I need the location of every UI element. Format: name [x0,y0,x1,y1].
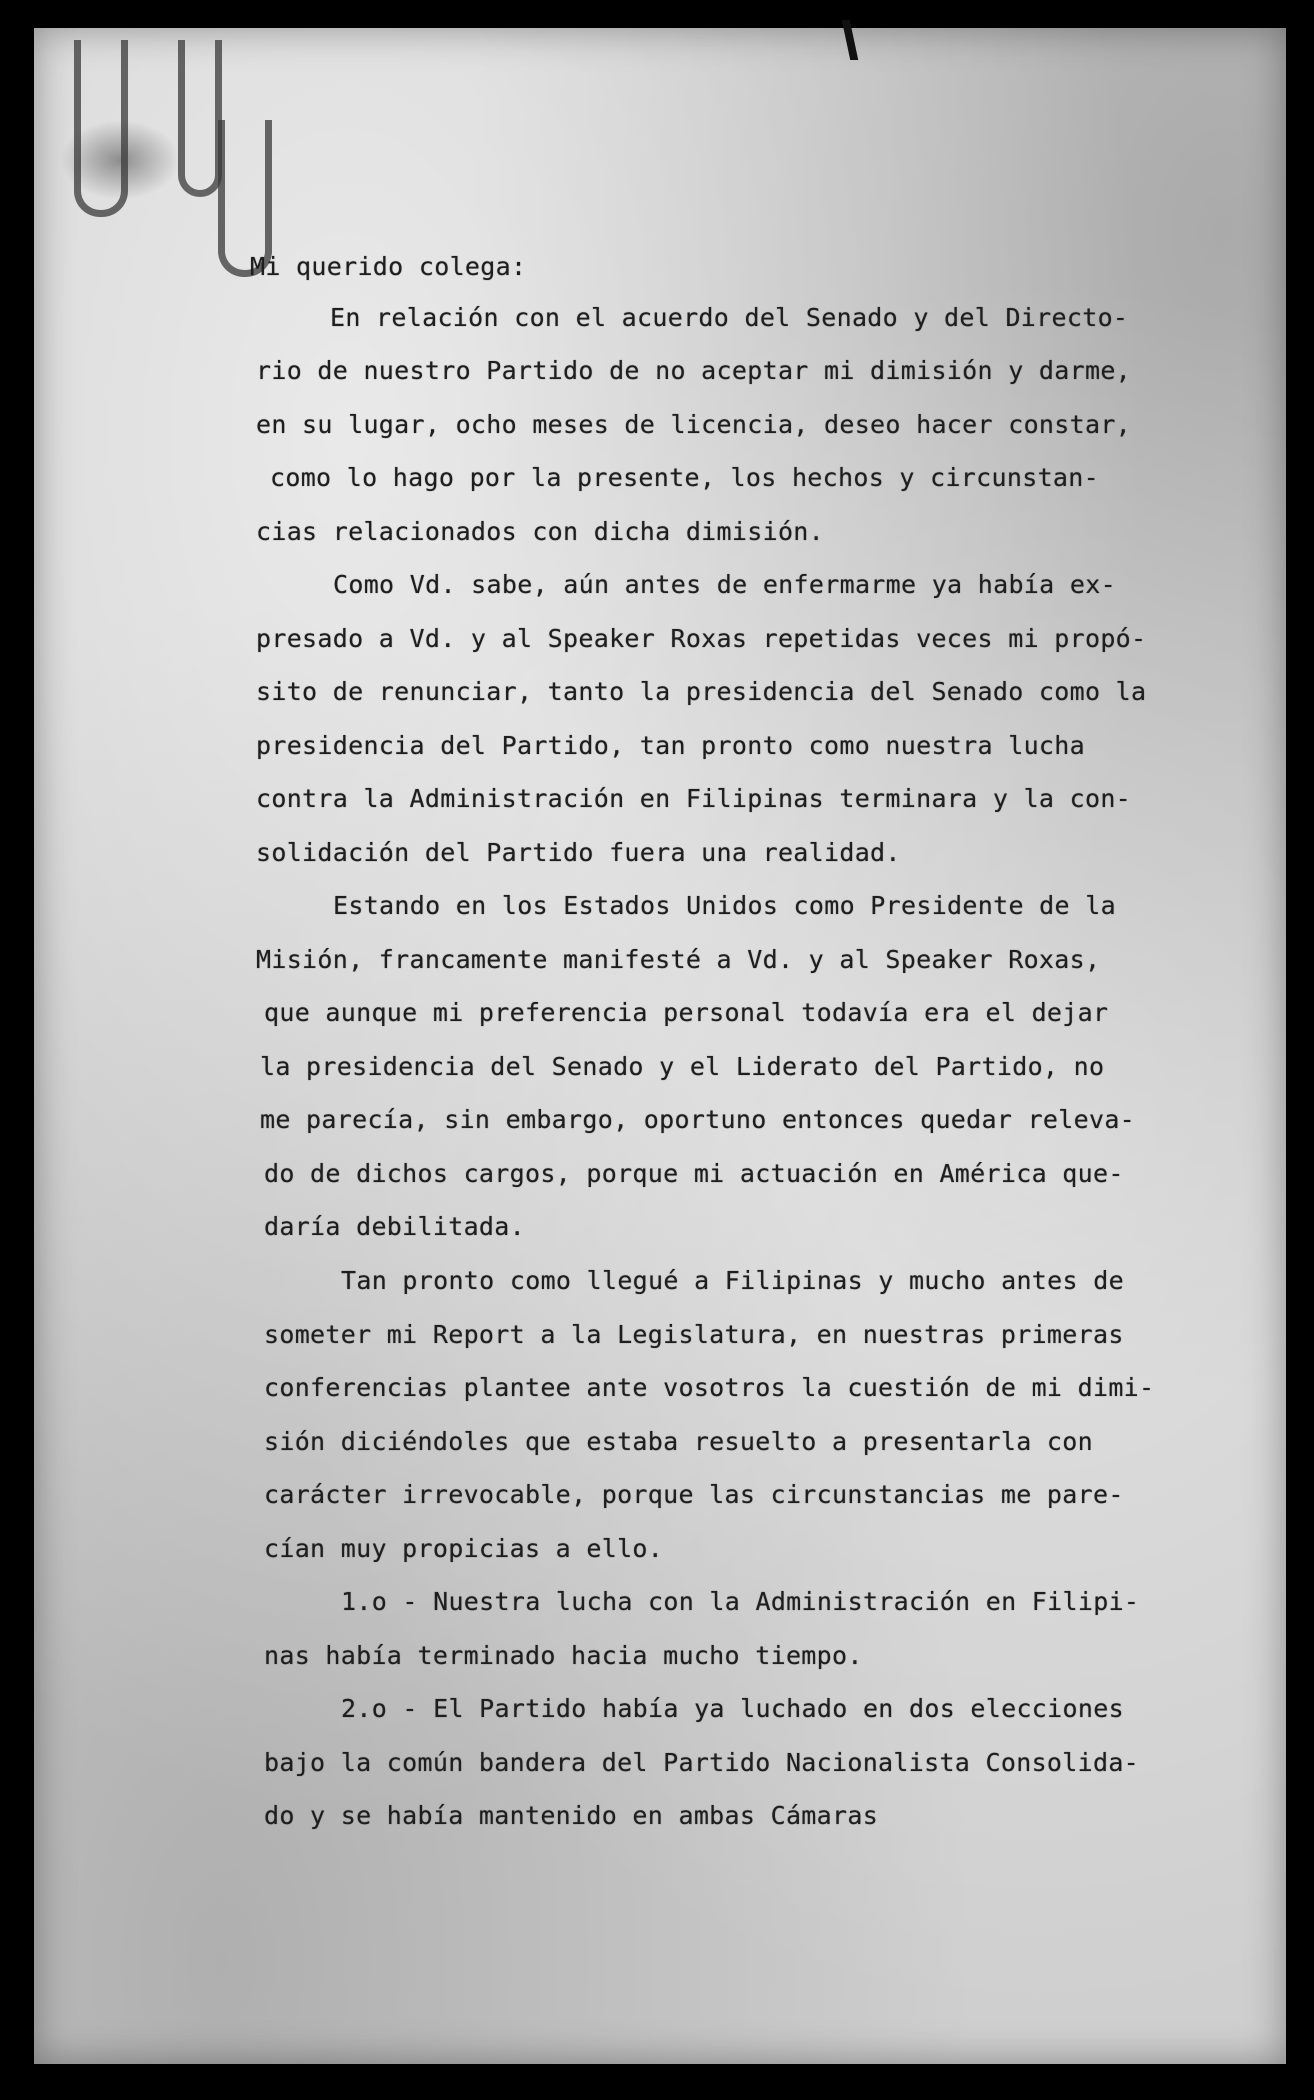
text-line: Como Vd. sabe, aún antes de enfermarme ya había ex- [333,570,1116,599]
text-line: cias relacionados con dicha dimisión. [256,517,824,546]
paper-clip-mark [178,40,222,197]
text-line: Tan pronto como llegué a Filipinas y mucho antes de [341,1266,1124,1295]
text-line: do de dichos cargos, porque mi actuación en América que- [264,1159,1124,1188]
text-line: conferencias plantee ante vosotros la cuestión de mi dimi- [264,1373,1155,1402]
text-line: rio de nuestro Partido de no aceptar mi dimisión y darme, [256,356,1132,385]
text-line: presidencia del Partido, tan pronto como nuestra lucha [256,731,1085,760]
text-line: Estando en los Estados Unidos como Presidente de la [333,891,1116,920]
salutation: Mi querido colega: [250,252,527,281]
text-line: daría debilitada. [264,1212,525,1241]
text-line: 2.o - El Partido había ya luchado en dos elecciones [341,1694,1124,1723]
text-line: la presidencia del Senado y el Liderato del Partido, no [260,1052,1105,1081]
text-line: solidación del Partido fuera una realidad. [256,838,901,867]
text-line: En relación con el acuerdo del Senado y del Directo- [330,303,1129,332]
text-line: presado a Vd. y al Speaker Roxas repetidas veces mi propó- [256,624,1147,653]
text-line: como lo hago por la presente, los hechos y circunstan- [270,463,1099,492]
text-line: me parecía, sin embargo, oportuno entonces quedar releva- [260,1105,1136,1134]
text-line: cían muy propicias a ello. [264,1534,664,1563]
text-line: en su lugar, ocho meses de licencia, deseo hacer constar, [256,410,1132,439]
text-line: sión diciéndoles que estaba resuelto a presentarla con [264,1427,1093,1456]
text-line: someter mi Report a la Legislatura, en nuestras primeras [264,1320,1124,1349]
text-line: sito de renunciar, tanto la presidencia del Senado como la [256,677,1147,706]
text-line: carácter irrevocable, porque las circunstancias me pare- [264,1480,1124,1509]
text-line: que aunque mi preferencia personal todavía era el dejar [264,998,1109,1027]
text-line: contra la Administración en Filipinas terminara y la con- [256,784,1132,813]
text-line: Misión, francamente manifesté a Vd. y al Speaker Roxas, [256,945,1101,974]
text-line: bajo la común bandera del Partido Nacionalista Consolida- [264,1748,1140,1777]
text-line: 1.o - Nuestra lucha con la Administración en Filipi- [341,1587,1140,1616]
paper-clip-mark [74,40,128,217]
text-line: nas había terminado hacia mucho tiempo. [264,1641,863,1670]
text-line: do y se había mantenido en ambas Cámaras [264,1801,879,1830]
